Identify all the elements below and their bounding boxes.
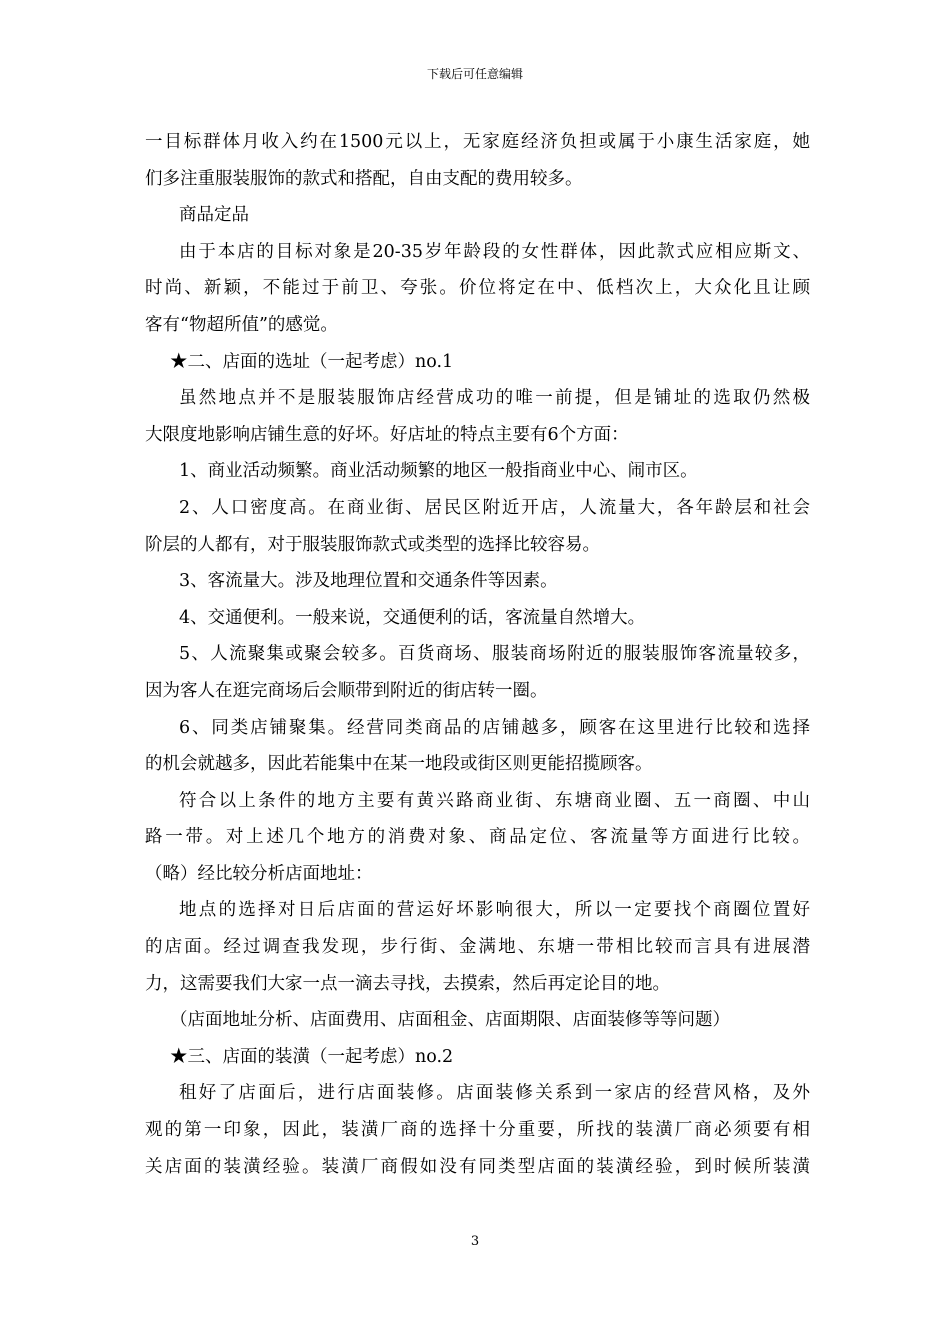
text-line: 力，这需要我们大家一点一滴去寻找，去摸索，然后再定论目的地。: [145, 973, 670, 994]
list-item: 5、人流聚集或聚会较多。百货商场、服装商场附近的服装服饰客流量较多，: [179, 644, 810, 665]
section-heading-store-decoration: ★三、店面的装潢（一起考虑）no.2: [170, 1046, 454, 1067]
text-line: 由于本店的目标对象是20-35岁年龄段的女性群体，因此款式应相应斯文、: [179, 241, 810, 262]
text-line: 一目标群体月收入约在1500元以上，无家庭经济负担或属于小康生活家庭，她: [145, 132, 810, 152]
text-line: 大限度地影响店铺生意的好坏。好店址的特点主要有6个方面：: [145, 424, 629, 445]
text-line: （略）经比较分析店面地址：: [145, 863, 373, 884]
document-body: [145, 124, 810, 1185]
text-line: 们多注重服装服饰的款式和搭配，自由支配的费用较多。: [145, 168, 583, 189]
text-line: 符合以上条件的地方主要有黄兴路商业街、东塘商业圈、五一商圈、中山: [179, 790, 810, 811]
text-line: 时尚、新颖，不能过于前卫、夸张。价位将定在中、低档次上，大众化且让顾: [145, 278, 810, 299]
section-title-product-positioning: 商品定品: [179, 205, 249, 226]
text-line: 路一带。对上述几个地方的消费对象、商品定位、客流量等方面进行比较。: [145, 827, 810, 848]
text-line: 虽然地点并不是服装服饰店经营成功的唯一前提，但是铺址的选取仍然极: [179, 388, 810, 409]
text-line: 因为客人在逛完商场后会顺带到附近的街店转一圈。: [145, 680, 548, 701]
text-line: （店面地址分析、店面费用、店面租金、店面期限、店面装修等等问题）: [170, 1010, 730, 1031]
page-number: 3: [470, 1234, 480, 1249]
text-line: 阶层的人都有，对于服装服饰款式或类型的选择比较容易。: [145, 534, 600, 555]
text-line: 关店面的装潢经验。装潢厂商假如没有同类型店面的装潢经验，到时候所装潢: [145, 1156, 810, 1177]
list-item: 6、同类店铺聚集。经营同类商品的店铺越多，顾客在这里进行比较和选择: [179, 717, 810, 738]
list-item: 3、客流量大。涉及地理位置和交通条件等因素。: [179, 571, 558, 592]
text-line: 的机会就越多，因此若能集中在某一地段或街区则更能招揽顾客。: [145, 754, 653, 775]
list-item: 1、商业活动频繁。商业活动频繁的地区一般指商业中心、闹市区。: [179, 461, 698, 482]
page-header: 下载后可任意编辑: [426, 67, 523, 81]
text-line: 租好了店面后，进行店面装修。店面装修关系到一家店的经营风格，及外: [179, 1083, 810, 1104]
section-heading-store-location: ★二、店面的选址（一起考虑）no.1: [170, 351, 454, 372]
list-item: 2、人口密度高。在商业街、居民区附近开店，人流量大，各年龄层和社会: [179, 497, 810, 518]
text-line: 观的第一印象，因此，装潢厂商的选择十分重要，所找的装潢厂商必须要有相: [145, 1120, 810, 1141]
text-line: 的店面。经过调查我发现，步行街、金满地、东塘一带相比较而言具有进展潜: [145, 937, 810, 958]
text-line: 客有“物超所值”的感觉。: [145, 314, 338, 335]
list-item: 4、交通便利。一般来说，交通便利的话，客流量自然增大。: [179, 607, 646, 628]
text-line: 地点的选择对日后店面的营运好坏影响很大，所以一定要找个商圈位置好: [179, 900, 810, 921]
